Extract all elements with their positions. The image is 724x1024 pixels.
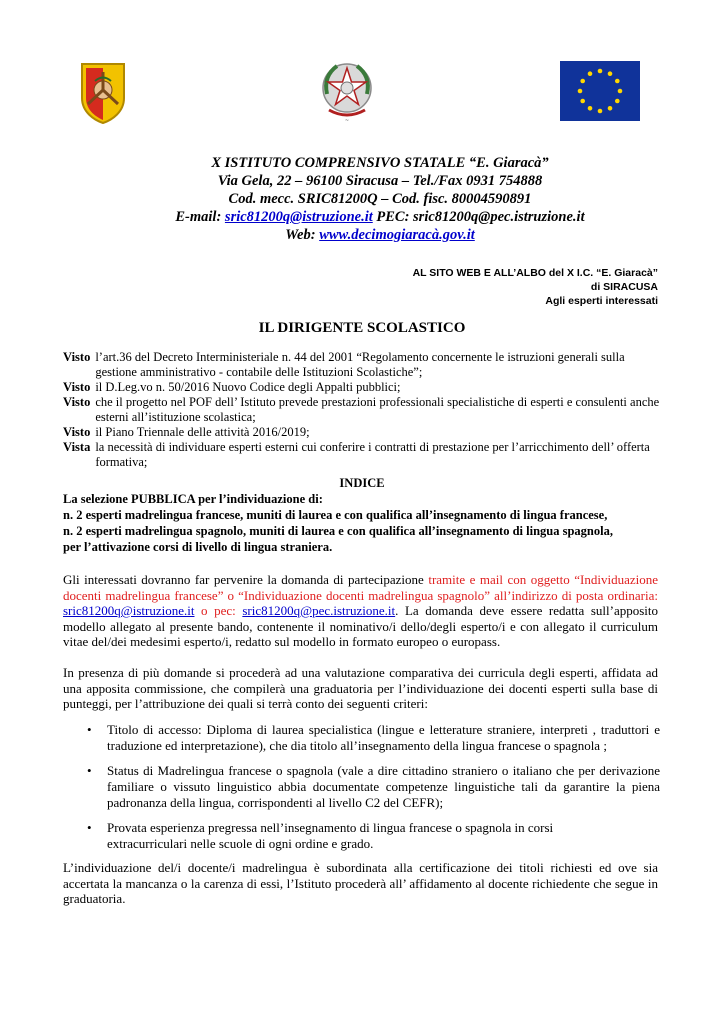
sicilia-region-crest-logo: [78, 60, 128, 124]
visto-text: il Piano Triennale delle attività 2016/2019;: [95, 425, 310, 439]
pec-label: PEC:: [372, 209, 414, 225]
visto-text: la necessità di individuare esperti esterni cui conferire i contratti di prestazione per l’arricchimento dell’ offerta formativa;: [95, 440, 650, 469]
recipient-line-3: Agli esperti interessati: [545, 295, 658, 307]
evaluation-paragraph: In presenza di più domande si procederà ad una valutazione comparativa dei curricula degli esperti, affidata ad una apposita commissione, che compilerà una graduatoria per l’individuazione dei docenti esperti sulla base di punteggi, per l’attribuzione dei quali si terrà conto dei seguenti criteri:: [63, 665, 658, 711]
visto-key: Visto: [63, 425, 91, 439]
visto-text: l’art.36 del Decreto Interministeriale n. 44 del 2001 “Regolamento concernente le istruzioni generali sulla gestione amministrativo - contabile delle Istituzioni Scolastiche”;: [95, 350, 625, 379]
school-header: [100, 154, 660, 244]
recipient-line-2: di SIRACUSA: [590, 281, 658, 293]
selection-line-1: La selezione PUBBLICA per l’individuazione di:: [63, 492, 323, 506]
european-union-flag-logo: [560, 61, 640, 121]
school-name: X ISTITUTO COMPRENSIVO STATALE “E. Giaracà”: [211, 155, 549, 171]
email-label: E-mail:: [175, 209, 225, 225]
visto-item: [63, 380, 663, 395]
visto-text: il D.Leg.vo n. 50/2016 Nuovo Codice degli Appalti pubblici;: [95, 380, 401, 394]
selection-line-3: n. 2 esperti madrelingua spagnolo, muniti di laurea e con qualifica all’insegnamento di lingua spagnola,: [63, 524, 613, 538]
bullet-icon: •: [87, 820, 92, 835]
criteria-item: [85, 722, 660, 754]
criteria-text: Provata esperienza pregressa nell’insegnamento di lingua francese o spagnola in corsi: [107, 820, 554, 835]
selection-line-4: per l’attivazione corsi di livello di lingua straniera.: [63, 540, 333, 554]
school-contacts: [100, 208, 660, 226]
submission-text-pec-label: o pec:: [194, 603, 243, 618]
selection-block: [63, 491, 663, 555]
criteria-item: [85, 763, 660, 811]
selection-line-2: n. 2 esperti madrelingua francese, muniti di laurea e con qualifica all’insegnamento di lingua francese,: [63, 508, 608, 522]
visto-item: [63, 425, 663, 440]
school-website-link[interactable]: www.decimogiaracà.gov.it: [319, 227, 475, 243]
visto-text: che il progetto nel POF dell’ Istituto prevede prestazioni professionali specialistiche di esperti e consulenti anche esterni all’istituzione scolastica;: [95, 395, 660, 424]
visto-key: Vista: [63, 440, 91, 454]
submission-email-link[interactable]: sric81200q@istruzione.it: [63, 603, 195, 618]
criteria-text: Titolo di accesso: Diploma di laurea specialistica (lingue e letterature straniere, interpreti , traduttori e traduzione ed interpretazione), che dia titolo all’insegnamento della lingua francese o spagnola ;: [107, 722, 660, 753]
submission-text-start: Gli interessati dovranno far pervenire la domanda di partecipazione: [63, 572, 429, 587]
svg-text:~: ~: [344, 118, 350, 124]
criteria-text: Status di Madrelingua francese o spagnola (vale a dire cittadino straniero o italiano che per derivazione familiare o vissuto linguistico abbia documentate competenze linguistiche tali da garantire la piena padronanza della lingua, corrispondenti al livello C2 del CEFR);: [107, 763, 660, 810]
school-email-link[interactable]: sric81200q@istruzione.it: [224, 209, 373, 225]
submission-text-red: tramite e mail con oggetto “Individuazione docenti madrelingua francese” o “Individuazione docenti madrelingua spagnolo” all’indirizzo di posta ordinaria:: [63, 572, 659, 603]
final-paragraph: L’individuazione del/i docente/i madrelingua è subordinata alla certificazione dei titoli richiesti ed ove sia accertata la mancanza o la carenza di essi, l’Istituto procederà all’ affidamento al docente richiedente che segue in graduatoria.: [63, 860, 658, 906]
bullet-icon: •: [87, 763, 92, 778]
bullet-icon: •: [87, 722, 92, 737]
visto-key: Visto: [63, 350, 91, 364]
school-pec: sric81200q@pec.istruzione.it: [413, 209, 585, 225]
visto-key: Visto: [63, 395, 91, 409]
school-address: Via Gela, 22 – 96100 Siracusa – Tel./Fax 0931 754888: [217, 173, 543, 189]
submission-paragraph: [63, 572, 658, 650]
web-label: Web:: [285, 227, 320, 243]
visto-key: Visto: [63, 380, 91, 394]
document-title: IL DIRIGENTE SCOLASTICO: [258, 320, 466, 336]
visto-item: [63, 350, 663, 380]
submission-pec-link[interactable]: sric81200q@pec.istruzione.it: [242, 603, 396, 618]
criteria-text-continuation: extracurriculari nelle scuole di ogni ordine e grado.: [107, 836, 374, 851]
visto-item: [63, 395, 663, 425]
school-web: [100, 226, 660, 244]
school-codes: Cod. mecc. SRIC81200Q – Cod. fisc. 80004590891: [228, 191, 532, 207]
indice-heading: INDICE: [339, 476, 385, 490]
submission-text-end: . La domanda deve essere redatta sull’apposito modello allegato al presente bando, contenente il nominativo/i dello/degli esperto/i e con allegato il curriculum vitae del/dei medesimi esperto/i, redatto sul modello in formato europeo o europass.: [63, 603, 659, 649]
recipients-block: [413, 266, 658, 308]
visto-item: [63, 440, 663, 470]
recipient-line-1: AL SITO WEB E ALL’ALBO del X I.C. “E. Giaracà”: [412, 267, 658, 279]
italian-republic-emblem-logo: [315, 58, 379, 124]
criteria-list: [85, 722, 660, 861]
criteria-item: [85, 820, 660, 852]
visti-list: [63, 350, 663, 470]
